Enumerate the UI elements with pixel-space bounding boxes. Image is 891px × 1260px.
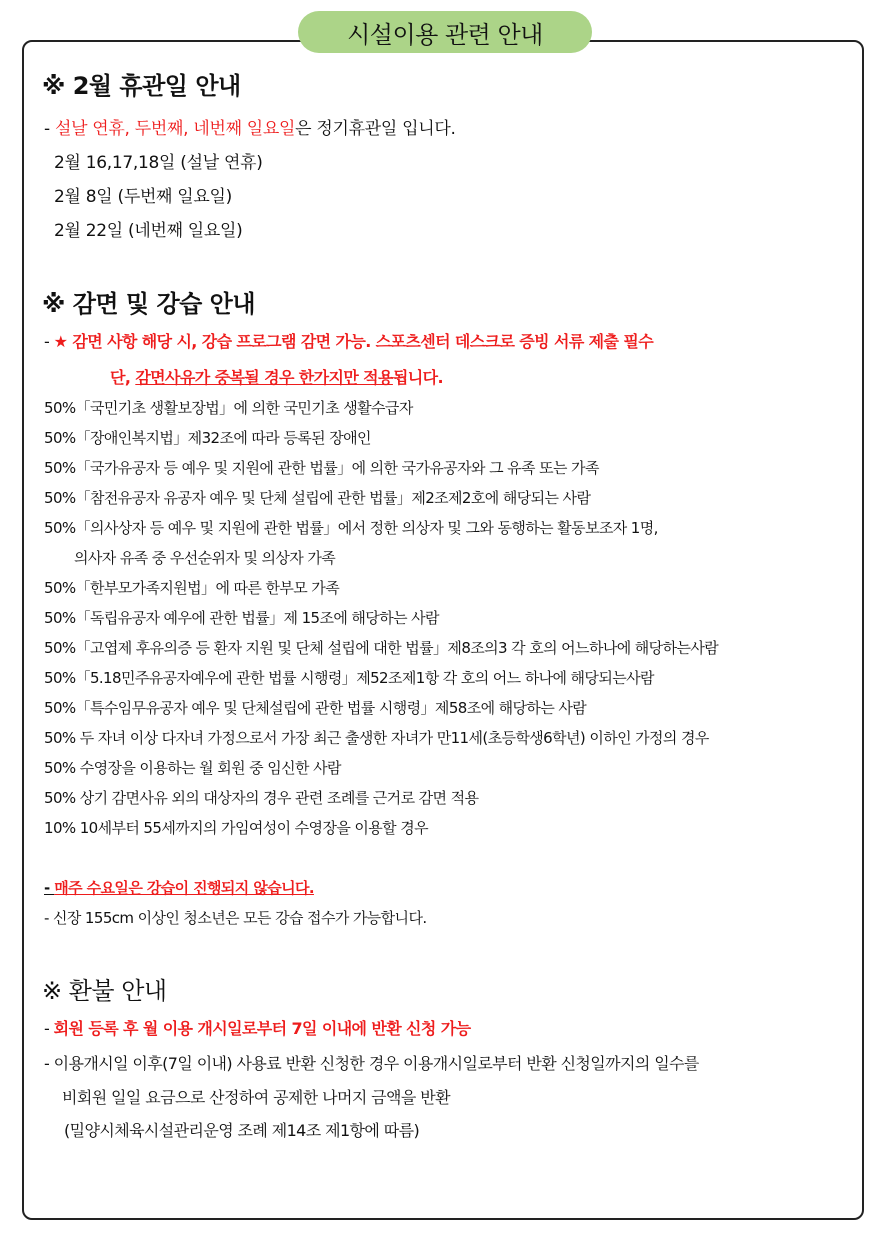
refund-heading: ※ 환불 안내 bbox=[42, 977, 167, 1005]
discount-notice-text: 감면 사항 해당 시, 강습 프로그램 감면 가능. 스포츠센터 데스크로 증빙 서류 제출 필수 bbox=[67, 332, 654, 351]
discount-notice-dash: - bbox=[44, 332, 54, 351]
discount-item: 50%「의사상자 등 예우 및 지원에 관한 법률」에서 정한 의상자 및 그와 동행하는 활동보조자 1명, bbox=[44, 519, 658, 537]
refund-detail-continuation: 비회원 일일 요금으로 산정하여 공제한 나머지 금액을 반환 bbox=[62, 1088, 450, 1107]
wednesday-notice bbox=[44, 877, 314, 898]
refund-rule bbox=[44, 1016, 470, 1039]
closure-date: 2월 16,17,18일 (설날 연휴) bbox=[54, 153, 263, 173]
discount-notice-line2 bbox=[110, 365, 443, 388]
closure-date: 2월 8일 (두번째 일요일) bbox=[54, 187, 232, 207]
height-notice: - 신장 155cm 이상인 청소년은 모든 강습 접수가 가능합니다. bbox=[44, 909, 427, 927]
discount-item: 50%「국민기초 생활보장법」에 의한 국민기초 생활수급자 bbox=[44, 399, 413, 417]
discount-item-continuation: 의사자 유족 중 우선순위자 및 의상자 가족 bbox=[74, 549, 336, 567]
discount-item: 50%「고엽제 후유의증 등 환자 지원 및 단체 설립에 대한 법률」제8조의3 각 호의 어느하나에 해당하는사람 bbox=[44, 639, 719, 657]
discount-item: 50%「장애인복지법」제32조에 따라 등록된 장애인 bbox=[44, 429, 371, 447]
closure-intro bbox=[44, 114, 456, 139]
discount-heading: ※ 감면 및 강습 안내 bbox=[42, 290, 256, 318]
page-title: 시설이용 관련 안내 bbox=[298, 11, 592, 53]
refund-rule-dash: - bbox=[44, 1019, 54, 1038]
discount-item: 50%「독립유공자 예우에 관한 법률」제 15조에 해당하는 사람 bbox=[44, 609, 439, 627]
discount-item: 50% 상기 감면사유 외의 대상자의 경우 관련 조례를 근거로 감면 적용 bbox=[44, 789, 479, 807]
discount-notice-underlined: 감면사유가 중복될 경우 한가지만 적용 bbox=[135, 368, 393, 387]
refund-rule-text: 회원 등록 후 월 이용 개시일로부터 7일 이내에 반환 신청 가능 bbox=[53, 1019, 471, 1038]
discount-item: 50%「특수임무유공자 예우 및 단체설립에 관한 법률 시행령」제58조에 해당하는 사람 bbox=[44, 699, 587, 717]
discount-item: 50% 두 자녀 이상 다자녀 가정으로서 가장 최근 출생한 자녀가 만11세(초등학생6학년) 이하인 가정의 경우 bbox=[44, 729, 709, 747]
wednesday-notice-text: 매주 수요일은 강습이 진행되지 않습니다. bbox=[54, 879, 314, 897]
discount-notice bbox=[44, 329, 653, 352]
discount-notice-suffix: 됩니다. bbox=[392, 368, 443, 387]
discount-item: 10% 10세부터 55세까지의 가임여성이 수영장을 이용할 경우 bbox=[44, 819, 429, 837]
discount-item: 50%「5.18민주유공자예우에 관한 법률 시행령」제52조제1항 각 호의 어느 하나에 해당되는사람 bbox=[44, 669, 654, 687]
discount-item: 50%「참전유공자 유공자 예우 및 단체 설립에 관한 법률」제2조제2호에 해당되는 사람 bbox=[44, 489, 591, 507]
discount-notice-prefix: 단, bbox=[110, 368, 136, 387]
discount-item: 50%「한부모가족지원법」에 따른 한부모 가족 bbox=[44, 579, 340, 597]
discount-item: 50% 수영장을 이용하는 월 회원 중 임신한 사람 bbox=[44, 759, 341, 777]
closure-intro-dash: - bbox=[44, 119, 55, 139]
discount-item: 50%「국가유공자 등 예우 및 지원에 관한 법률」에 의한 국가유공자와 그 유족 또는 가족 bbox=[44, 459, 599, 477]
star-icon: ★ bbox=[53, 332, 68, 351]
wednesday-notice-dash: - bbox=[44, 879, 55, 897]
closure-heading: ※ 2월 휴관일 안내 bbox=[42, 72, 241, 100]
closure-date: 2월 22일 (네번째 일요일) bbox=[54, 221, 243, 241]
closure-intro-rest: 은 정기휴관일 입니다. bbox=[295, 119, 456, 139]
closure-intro-highlight: 설날 연휴, 두번째, 네번째 일요일 bbox=[54, 119, 296, 139]
refund-legal-reference: (밀양시체육시설관리운영 조례 제14조 제1항에 따름) bbox=[64, 1121, 420, 1140]
refund-detail: - 이용개시일 이후(7일 이내) 사용료 반환 신청한 경우 이용개시일로부터 반환 신청일까지의 일수를 bbox=[44, 1054, 699, 1073]
